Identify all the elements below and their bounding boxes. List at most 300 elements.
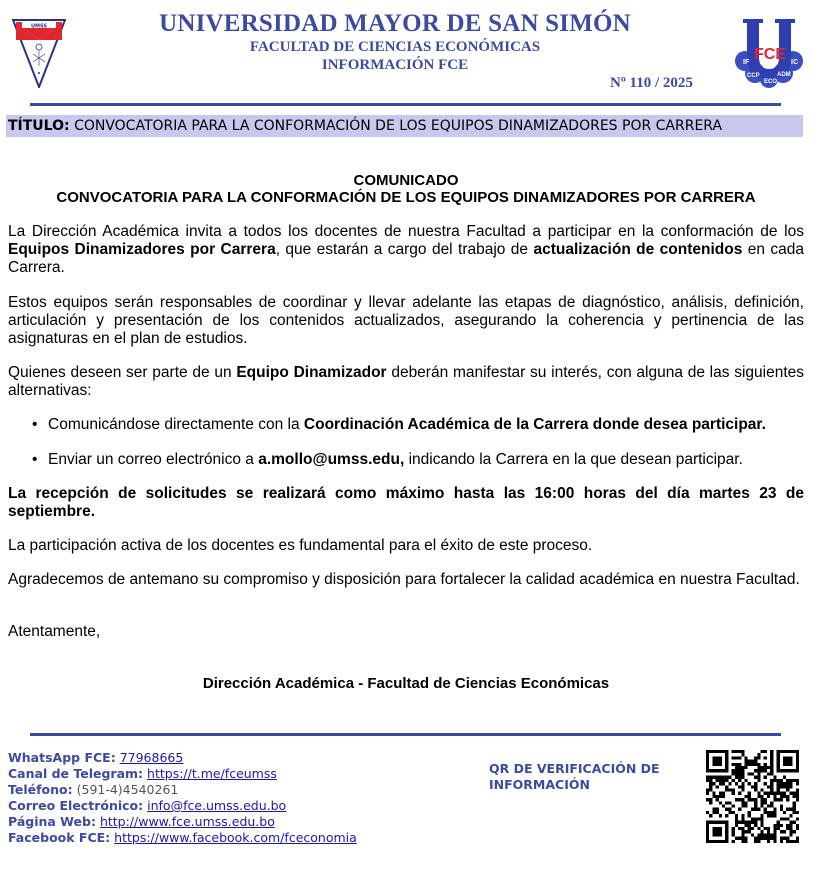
qr-module xyxy=(744,760,747,763)
qr-module xyxy=(735,750,738,753)
qr-module xyxy=(770,756,773,759)
qr-module xyxy=(773,824,776,827)
qr-module xyxy=(748,782,751,785)
qr-module xyxy=(751,808,754,811)
qr-module xyxy=(725,776,728,779)
qr-module xyxy=(786,782,789,785)
qr-module xyxy=(773,833,776,836)
qr-module xyxy=(751,760,754,763)
qr-module xyxy=(786,837,789,840)
qr-module xyxy=(738,766,741,769)
qr-module xyxy=(735,821,738,824)
qr-module xyxy=(754,763,757,766)
qr-module xyxy=(789,821,792,824)
qr-module xyxy=(741,805,744,808)
contact-facebook: Facebook FCE: https://www.facebook.com/fceconomia xyxy=(8,830,357,845)
qr-module xyxy=(754,821,757,824)
qr-module xyxy=(741,833,744,836)
qr-module xyxy=(796,840,799,843)
qr-module xyxy=(777,788,780,791)
paragraph-thanks: Agradecemos de antemano su compromiso y disposición para fortalecer la calidad académica en nuestra Facultad. xyxy=(8,571,800,588)
contact-telegram: Canal de Telegram: https://t.me/fceumss xyxy=(8,766,277,781)
qr-module xyxy=(738,756,741,759)
qr-module xyxy=(748,760,751,763)
qr-module xyxy=(757,753,760,756)
qr-module xyxy=(751,817,754,820)
qr-module xyxy=(738,776,741,779)
qr-module xyxy=(754,785,757,788)
qr-module xyxy=(716,776,719,779)
qr-module xyxy=(789,782,792,785)
qr-module xyxy=(709,798,712,801)
qr-module xyxy=(754,840,757,843)
qr-module xyxy=(757,776,760,779)
heading-convocatoria: CONVOCATORIA PARA LA CONFORMACIÓN DE LOS EQUIPOS DINAMIZADORES POR CARRERA xyxy=(56,189,756,206)
qr-module xyxy=(767,811,770,814)
qr-module xyxy=(761,837,764,840)
qr-module xyxy=(777,824,780,827)
qr-module xyxy=(793,805,796,808)
qr-module xyxy=(770,811,773,814)
qr-module xyxy=(757,827,760,830)
qr-module xyxy=(706,811,709,814)
qr-module xyxy=(773,814,776,817)
svg-text:ADM: ADM xyxy=(777,72,791,78)
qr-module xyxy=(777,827,780,830)
qr-module xyxy=(796,798,799,801)
qr-module xyxy=(735,772,738,775)
p3-a: Quienes deseen ser parte de un xyxy=(8,364,237,381)
qr-module xyxy=(744,779,747,782)
paragraph-participation: La participación activa de los docentes es fundamental para el éxito de este proceso. xyxy=(8,537,593,554)
p3-c: deberán manifestar su interés, con alguna de las siguientes alternativas: xyxy=(8,364,805,399)
qr-module xyxy=(757,817,760,820)
qr-module xyxy=(716,798,719,801)
qr-module xyxy=(757,795,760,798)
qr-module xyxy=(716,808,719,811)
qr-module xyxy=(767,766,770,769)
qr-module xyxy=(780,795,783,798)
qr-module xyxy=(706,779,709,782)
qr-module xyxy=(754,776,757,779)
qr-module xyxy=(735,769,738,772)
svg-text:IC: IC xyxy=(791,59,798,66)
qr-module xyxy=(786,779,789,782)
qr-module xyxy=(789,785,792,788)
qr-module xyxy=(786,827,789,830)
qr-module xyxy=(757,779,760,782)
qr-module xyxy=(757,772,760,775)
qr-module xyxy=(738,821,741,824)
qr-module xyxy=(722,782,725,785)
qr-module xyxy=(712,792,715,795)
qr-module xyxy=(770,750,773,753)
qr-module xyxy=(712,808,715,811)
qr-module xyxy=(735,798,738,801)
qr-module xyxy=(735,756,738,759)
qr-module xyxy=(789,779,792,782)
title-bar xyxy=(6,115,803,137)
qr-module xyxy=(735,766,738,769)
qr-module xyxy=(744,801,747,804)
qr-module xyxy=(796,817,799,820)
qr-module xyxy=(722,776,725,779)
qr-module xyxy=(757,769,760,772)
qr-module xyxy=(764,766,767,769)
svg-text:IF: IF xyxy=(743,59,750,66)
qr-module xyxy=(725,814,728,817)
qr-module xyxy=(709,779,712,782)
qr-module xyxy=(796,792,799,795)
bullet2-c: indicando la Carrera en la que desean participar. xyxy=(404,451,743,468)
qr-module xyxy=(741,782,744,785)
qr-module xyxy=(770,779,773,782)
qr-module xyxy=(748,792,751,795)
qr-module xyxy=(764,776,767,779)
web-link[interactable]: http://www.fce.umss.edu.bo xyxy=(99,814,275,829)
qr-module xyxy=(770,833,773,836)
qr-module xyxy=(780,792,783,795)
qr-module xyxy=(741,788,744,791)
paragraph-responsibilities: Estos equipos serán responsables de coordinar y llevar adelante las etapas de diagnóstico, análisis, definición, articulación y presentación de los contenidos actualizados, asegurando la coherencia y pertinencia de las asignaturas en el plan de estudios. xyxy=(8,294,804,347)
qr-module xyxy=(748,795,751,798)
qr-module xyxy=(732,788,735,791)
qr-module xyxy=(764,801,767,804)
qr-module xyxy=(738,750,741,753)
qr-module xyxy=(770,788,773,791)
qr-module xyxy=(754,808,757,811)
qr-module xyxy=(773,837,776,840)
qr-module xyxy=(719,782,722,785)
qr-module xyxy=(773,798,776,801)
qr-module xyxy=(780,805,783,808)
qr-module xyxy=(796,837,799,840)
qr-module xyxy=(786,808,789,811)
qr-module xyxy=(709,788,712,791)
qr-module xyxy=(744,830,747,833)
qr-module xyxy=(761,833,764,836)
qr-module xyxy=(744,756,747,759)
qr-module xyxy=(770,772,773,775)
qr-module xyxy=(761,795,764,798)
qr-module xyxy=(764,827,767,830)
qr-module xyxy=(712,776,715,779)
qr-module xyxy=(780,824,783,827)
title-value: CONVOCATORIA PARA LA CONFORMACIÓN DE LOS EQUIPOS DINAMIZADORES POR CARRERA xyxy=(74,118,723,134)
contact-email: Correo Electrónico: info@fce.umss.edu.bo xyxy=(8,798,287,813)
qr-module xyxy=(741,830,744,833)
whatsapp-link[interactable]: 77968665 xyxy=(119,750,184,765)
qr-module xyxy=(773,840,776,843)
facebook-link[interactable]: https://www.facebook.com/fceconomia xyxy=(114,830,357,845)
bullet2-a: Enviar un correo electrónico a xyxy=(48,451,259,468)
qr-module xyxy=(748,798,751,801)
qr-module xyxy=(744,837,747,840)
qr-module xyxy=(777,779,780,782)
qr-module xyxy=(773,795,776,798)
qr-module xyxy=(780,779,783,782)
qr-module xyxy=(796,811,799,814)
svg-text:CCP: CCP xyxy=(747,73,760,79)
qr-module xyxy=(725,808,728,811)
qr-module xyxy=(741,769,744,772)
qr-module xyxy=(793,795,796,798)
qr-module xyxy=(709,814,712,817)
qr-module xyxy=(738,772,741,775)
qr-module xyxy=(757,833,760,836)
qr-module xyxy=(738,827,741,830)
qr-module xyxy=(741,766,744,769)
qr-module xyxy=(735,814,738,817)
qr-module xyxy=(709,801,712,804)
qr-module xyxy=(786,817,789,820)
qr-module xyxy=(770,801,773,804)
qr-module xyxy=(793,808,796,811)
qr-module xyxy=(741,837,744,840)
qr-module xyxy=(741,753,744,756)
qr-module xyxy=(716,795,719,798)
qr-module xyxy=(754,769,757,772)
qr-module xyxy=(754,782,757,785)
qr-module xyxy=(789,827,792,830)
qr-module xyxy=(767,792,770,795)
qr-module xyxy=(793,840,796,843)
qr-module xyxy=(780,785,783,788)
qr-module xyxy=(780,808,783,811)
qr-module xyxy=(735,763,738,766)
qr-module xyxy=(728,776,731,779)
qr-module xyxy=(767,772,770,775)
qr-module xyxy=(738,763,741,766)
qr-module xyxy=(761,798,764,801)
qr-module xyxy=(761,769,764,772)
qr-module xyxy=(764,750,767,753)
qr-module xyxy=(780,782,783,785)
qr-module xyxy=(770,814,773,817)
qr-module xyxy=(716,785,719,788)
qr-module xyxy=(793,792,796,795)
contact-web: Página Web: http://www.fce.umss.edu.bo xyxy=(8,814,275,829)
qr-module xyxy=(764,811,767,814)
qr-module xyxy=(744,766,747,769)
qr-module xyxy=(761,750,764,753)
telegram-link[interactable]: https://t.me/fceumss xyxy=(147,766,277,781)
qr-module xyxy=(770,785,773,788)
qr-module xyxy=(751,821,754,824)
paragraph-interest xyxy=(8,364,804,400)
qr-module xyxy=(725,779,728,782)
qr-module xyxy=(754,788,757,791)
header-divider xyxy=(30,103,781,106)
qr-module xyxy=(709,785,712,788)
qr-label: QR DE VERIFICACIÓN DE INFORMACIÓN xyxy=(489,761,660,792)
qr-module xyxy=(761,817,764,820)
heading-comunicado: COMUNICADO xyxy=(353,172,459,189)
qr-module xyxy=(761,814,764,817)
svg-text:ECO: ECO xyxy=(764,79,778,85)
qr-module xyxy=(786,795,789,798)
qr-module xyxy=(773,811,776,814)
qr-module xyxy=(748,814,751,817)
qr-module xyxy=(777,785,780,788)
qr-module xyxy=(789,792,792,795)
qr-module xyxy=(783,782,786,785)
qr-module xyxy=(764,756,767,759)
qr-module xyxy=(770,782,773,785)
info-title: INFORMACIÓN FCE xyxy=(321,57,469,73)
qr-module xyxy=(741,785,744,788)
list-item xyxy=(48,416,766,434)
qr-module xyxy=(732,763,735,766)
qr-module xyxy=(719,792,722,795)
qr-module xyxy=(728,801,731,804)
qr-module xyxy=(761,788,764,791)
qr-module xyxy=(770,760,773,763)
qr-module xyxy=(786,788,789,791)
qr-module xyxy=(796,779,799,782)
qr-module xyxy=(748,827,751,830)
qr-module xyxy=(744,824,747,827)
qr-module xyxy=(751,763,754,766)
qr-module xyxy=(793,821,796,824)
qr-module xyxy=(780,840,783,843)
qr-module xyxy=(754,805,757,808)
qr-module xyxy=(764,769,767,772)
qr-module xyxy=(796,795,799,798)
closing: Atentamente, xyxy=(8,623,101,640)
p1-b: Equipos Dinamizadores por Carrera xyxy=(8,241,276,258)
qr-module xyxy=(735,776,738,779)
qr-module xyxy=(783,756,793,766)
qr-module xyxy=(796,827,799,830)
qr-module xyxy=(722,779,725,782)
qr-module xyxy=(728,811,731,814)
paragraph-intro xyxy=(8,223,804,277)
qr-module xyxy=(741,827,744,830)
qr-module xyxy=(722,805,725,808)
qr-module xyxy=(706,798,709,801)
qr-module xyxy=(728,808,731,811)
p3-b: Equipo Dinamizador xyxy=(236,364,387,381)
qr-module xyxy=(732,779,735,782)
qr-module xyxy=(725,788,728,791)
qr-module xyxy=(777,782,780,785)
qr-module xyxy=(748,772,751,775)
qr-module xyxy=(757,808,760,811)
qr-module xyxy=(789,830,792,833)
qr-module xyxy=(767,833,770,836)
qr-module xyxy=(777,792,780,795)
qr-module xyxy=(744,795,747,798)
qr-module xyxy=(741,750,744,753)
email-link[interactable]: info@fce.umss.edu.bo xyxy=(147,798,287,813)
qr-module xyxy=(754,824,757,827)
qr-module xyxy=(712,782,715,785)
qr-code[interactable] xyxy=(706,749,799,844)
qr-module xyxy=(712,811,715,814)
qr-module xyxy=(783,830,786,833)
qr-module xyxy=(741,772,744,775)
qr-module xyxy=(783,792,786,795)
qr-module xyxy=(770,763,773,766)
bulletin-number: Nº 110 / 2025 xyxy=(610,75,693,91)
qr-module xyxy=(773,808,776,811)
paragraph-deadline: La recepción de solicitudes se realizará como máximo hasta las 16:00 horas del día martes 23 de septiembre. xyxy=(8,485,804,520)
footer-divider xyxy=(30,733,781,736)
qr-module xyxy=(716,779,719,782)
qr-module xyxy=(767,827,770,830)
qr-module xyxy=(764,798,767,801)
qr-module xyxy=(738,779,741,782)
qr-module xyxy=(796,788,799,791)
qr-module xyxy=(761,830,764,833)
qr-module xyxy=(706,792,709,795)
qr-module xyxy=(780,830,783,833)
qr-module xyxy=(761,805,764,808)
qr-module xyxy=(748,763,751,766)
qr-module xyxy=(764,837,767,840)
qr-module xyxy=(786,824,789,827)
qr-module xyxy=(741,840,744,843)
qr-module xyxy=(732,769,735,772)
qr-module xyxy=(732,811,735,814)
qr-module xyxy=(735,817,738,820)
qr-module xyxy=(712,756,722,766)
qr-module xyxy=(767,805,770,808)
qr-module xyxy=(748,811,751,814)
qr-module xyxy=(738,769,741,772)
qr-module xyxy=(754,801,757,804)
qr-module xyxy=(748,821,751,824)
qr-module xyxy=(741,817,744,820)
p1-d: actualización de contenidos xyxy=(533,241,743,258)
qr-module xyxy=(751,785,754,788)
qr-module xyxy=(741,821,744,824)
svg-text:UMSS: UMSS xyxy=(30,23,48,30)
bullet2-email: a.mollo@umss.edu, xyxy=(258,451,405,468)
qr-module xyxy=(793,801,796,804)
qr-module xyxy=(725,785,728,788)
qr-module xyxy=(719,814,722,817)
qr-module xyxy=(748,830,751,833)
qr-module xyxy=(735,837,738,840)
qr-module xyxy=(777,821,780,824)
qr-module xyxy=(767,795,770,798)
qr-module xyxy=(761,824,764,827)
contact-whatsapp: WhatsApp FCE: 77968665 xyxy=(8,750,184,765)
qr-module xyxy=(783,776,786,779)
title-label: TÍTULO: xyxy=(8,118,70,134)
phone-number: (591-4)4540261 xyxy=(76,782,179,797)
qr-module xyxy=(738,798,741,801)
p1-a: La Dirección Académica invita a todos los docentes de nuestra Facultad a participar en la conformación de los xyxy=(8,223,804,240)
qr-module xyxy=(732,840,735,843)
qr-module xyxy=(751,827,754,830)
qr-module xyxy=(786,798,789,801)
qr-module xyxy=(751,798,754,801)
qr-module xyxy=(741,776,744,779)
qr-module xyxy=(773,776,776,779)
qr-module xyxy=(757,792,760,795)
signature: Dirección Académica - Facultad de Ciencias Económicas xyxy=(202,675,610,692)
qr-module xyxy=(770,837,773,840)
qr-module xyxy=(783,795,786,798)
qr-module xyxy=(770,792,773,795)
qr-module xyxy=(773,779,776,782)
qr-module xyxy=(793,779,796,782)
qr-module xyxy=(732,833,735,836)
qr-module xyxy=(728,788,731,791)
